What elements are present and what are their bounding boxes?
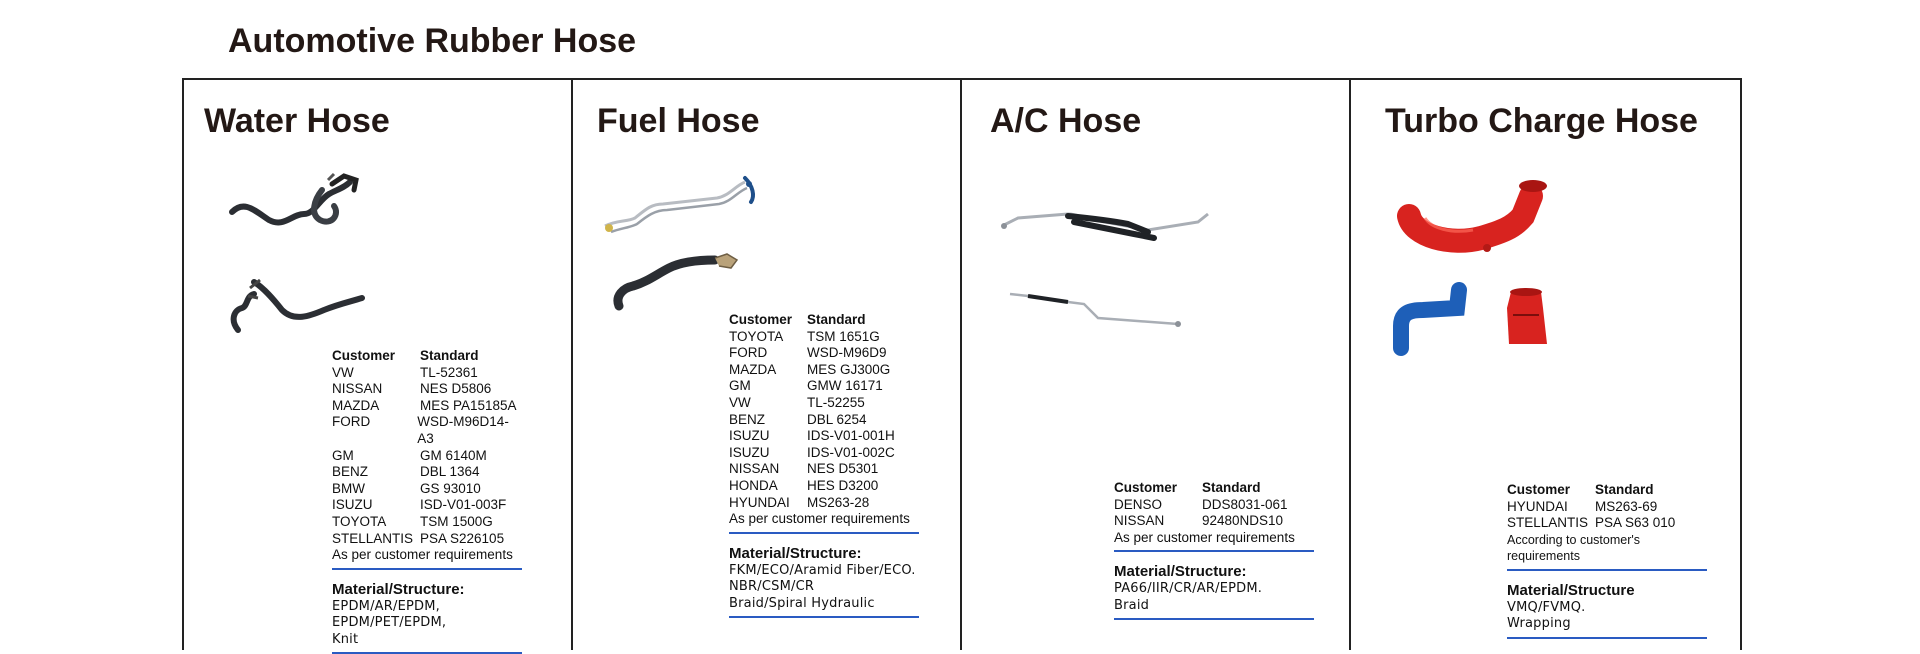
- customer-cell: GM: [729, 378, 751, 394]
- panel-title: Water Hose: [204, 102, 390, 140]
- spec-row: [729, 412, 919, 429]
- customer-cell: MAZDA: [332, 397, 380, 413]
- divider: [1507, 637, 1707, 639]
- spec-row: [332, 481, 522, 498]
- turbo-hose-image: [1391, 176, 1581, 356]
- customer-cell: GM: [332, 447, 354, 463]
- customer-cell: HYUNDAI: [729, 494, 790, 510]
- spec-block: [1114, 480, 1314, 620]
- spec-row: [1507, 515, 1707, 532]
- panel-ac-hose: [962, 80, 1351, 650]
- material-line: NBR/CSM/CR: [729, 579, 815, 595]
- standard-header: Standard: [1595, 482, 1654, 497]
- standard-cell: DDS8031-061: [1202, 496, 1288, 512]
- customer-header: Customer: [729, 312, 793, 327]
- standard-cell: TL-52255: [807, 394, 865, 410]
- standard-header: Standard: [1202, 480, 1261, 495]
- customer-header: Customer: [1507, 482, 1571, 497]
- customer-cell: MAZDA: [729, 361, 777, 377]
- panel-title: A/C Hose: [990, 102, 1142, 140]
- material-title: Material/Structure:: [729, 544, 862, 562]
- spec-row: [332, 464, 522, 481]
- material-line: Braid: [1114, 597, 1150, 613]
- material-line: PA66/IIR/CR/AR/EPDM.: [1114, 581, 1263, 597]
- spec-row: [332, 448, 522, 465]
- customer-cell: NISSAN: [1114, 513, 1165, 529]
- fuel-hose-image: [597, 168, 767, 318]
- customer-cell: TOYOTA: [729, 328, 784, 344]
- material-line: EPDM/AR/EPDM, EPDM/PET/EPDM,: [332, 598, 447, 631]
- standard-cell: WSD-M96D9: [807, 345, 887, 361]
- customer-header: Customer: [1114, 480, 1178, 495]
- customer-cell: FORD: [332, 414, 371, 430]
- spec-row: [729, 478, 919, 495]
- customer-cell: STELLANTIS: [332, 530, 414, 546]
- spec-header: [729, 312, 919, 329]
- spec-header: [332, 348, 522, 365]
- standard-cell: ISD-V01-003F: [420, 497, 507, 513]
- spec-row: [332, 514, 522, 531]
- standard-cell: NES D5806: [420, 381, 492, 397]
- panel-water-hose: [184, 80, 573, 650]
- customer-cell: DENSO: [1114, 496, 1163, 512]
- panel-fuel-hose: [573, 80, 962, 650]
- spec-row: [729, 461, 919, 478]
- divider: [332, 568, 522, 570]
- spec-row: [729, 495, 919, 512]
- divider: [1114, 618, 1314, 620]
- standard-cell: PSA S226105: [420, 530, 505, 546]
- spec-row: [729, 378, 919, 395]
- standard-cell: MS263-28: [807, 494, 870, 510]
- material-line: Wrapping: [1507, 616, 1571, 632]
- customer-cell: ISUZU: [332, 497, 373, 513]
- customer-header: Customer: [332, 348, 396, 363]
- water-hose-image: [224, 170, 374, 340]
- material-line: VMQ/FVMQ.: [1507, 599, 1586, 615]
- page-title: Automotive Rubber Hose: [228, 22, 637, 60]
- spec-header: [1114, 480, 1314, 497]
- spec-row: [332, 531, 522, 548]
- material-title: Material/Structure:: [1114, 563, 1247, 581]
- standard-cell: WSD-M96D14-A3: [417, 414, 509, 446]
- divider: [729, 532, 919, 534]
- material-title: Material/Structure: [1507, 581, 1635, 599]
- spec-row: [729, 445, 919, 462]
- panel-title: Turbo Charge Hose: [1385, 102, 1698, 140]
- standard-cell: HES D3200: [807, 477, 879, 493]
- customer-cell: HONDA: [729, 477, 778, 493]
- divider: [729, 616, 919, 618]
- standard-cell: GM 6140M: [420, 447, 487, 463]
- customer-cell: ISUZU: [729, 444, 770, 460]
- spec-row: [332, 497, 522, 514]
- standard-cell: DBL 6254: [807, 411, 867, 427]
- spec-block: [332, 348, 522, 654]
- customer-cell: BENZ: [729, 411, 766, 427]
- standard-cell: TL-52361: [420, 364, 478, 380]
- customer-cell: VW: [332, 364, 354, 380]
- requirements-note: As per customer requirements: [729, 511, 910, 527]
- requirements-note: As per customer requirements: [332, 547, 513, 563]
- customer-cell: TOYOTA: [332, 513, 387, 529]
- customer-cell: NISSAN: [332, 381, 383, 397]
- ac-hose-image: [998, 190, 1218, 330]
- requirements-note: According to customer's requirements: [1507, 532, 1640, 564]
- spec-header: [1507, 482, 1707, 499]
- customer-cell: FORD: [729, 345, 768, 361]
- customer-cell: VW: [729, 394, 751, 410]
- standard-cell: IDS-V01-001H: [807, 428, 895, 444]
- standard-cell: MES PA15185A: [420, 397, 517, 413]
- spec-row: [729, 428, 919, 445]
- spec-row: [332, 414, 522, 447]
- panel-turbo-charge-hose: [1351, 80, 1740, 650]
- standard-cell: DBL 1364: [420, 464, 480, 480]
- spec-block: [729, 312, 919, 618]
- spec-row: [729, 329, 919, 346]
- standard-cell: PSA S63 010: [1595, 515, 1676, 531]
- standard-cell: GMW 16171: [807, 378, 883, 394]
- standard-cell: 92480NDS10: [1202, 513, 1284, 529]
- material-title: Material/Structure:: [332, 580, 465, 598]
- standard-header: Standard: [420, 348, 479, 363]
- standard-cell: TSM 1651G: [807, 328, 880, 344]
- panel-title: Fuel Hose: [597, 102, 760, 140]
- standard-header: Standard: [807, 312, 866, 327]
- divider: [1507, 569, 1707, 571]
- spec-row: [1114, 497, 1314, 514]
- material-line: Braid/Spiral Hydraulic: [729, 595, 875, 611]
- standard-cell: MS263-69: [1595, 498, 1658, 514]
- standard-cell: NES D5301: [807, 461, 879, 477]
- spec-row: [729, 395, 919, 412]
- requirements-note: As per customer requirements: [1114, 529, 1295, 545]
- spec-row: [1114, 513, 1314, 530]
- customer-cell: HYUNDAI: [1507, 498, 1568, 514]
- spec-row: [729, 345, 919, 362]
- customer-cell: BMW: [332, 480, 365, 496]
- customer-cell: ISUZU: [729, 428, 770, 444]
- customer-cell: BENZ: [332, 464, 369, 480]
- customer-cell: STELLANTIS: [1507, 515, 1589, 531]
- standard-cell: IDS-V01-002C: [807, 444, 895, 460]
- product-panels: [182, 78, 1742, 650]
- spec-row: [332, 398, 522, 415]
- spec-row: [332, 365, 522, 382]
- standard-cell: GS 93010: [420, 480, 481, 496]
- standard-cell: MES GJ300G: [807, 361, 891, 377]
- spec-row: [1507, 499, 1707, 516]
- standard-cell: TSM 1500G: [420, 513, 493, 529]
- divider: [1114, 550, 1314, 552]
- customer-cell: NISSAN: [729, 461, 780, 477]
- spec-row: [729, 362, 919, 379]
- material-line: Knit: [332, 631, 359, 647]
- material-line: FKM/ECO/Aramid Fiber/ECO.: [729, 562, 916, 578]
- spec-row: [332, 381, 522, 398]
- spec-block: [1507, 482, 1707, 639]
